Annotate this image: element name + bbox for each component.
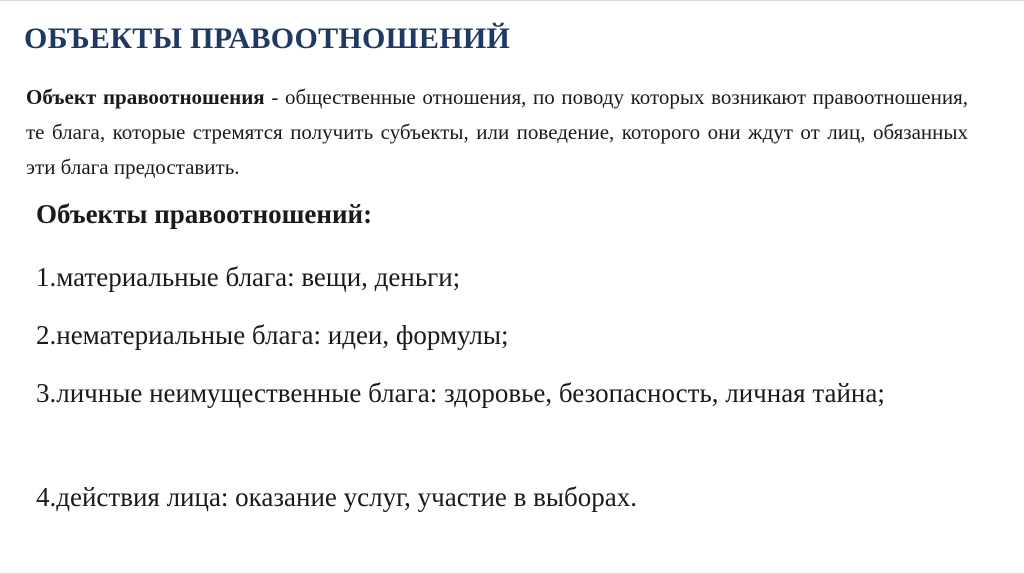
definition-term: Объект правоотношения: [26, 85, 265, 109]
list-item-personal: 3.личные неимущественные блага: здоровье, безопасность, личная тайна;: [36, 378, 885, 408]
slide-title: ОБЪЕКТЫ ПРАВООТНОШЕНИЙ: [24, 22, 511, 55]
definition-paragraph: [26, 80, 968, 185]
list-item-actions: 4.действия лица: оказание услуг, участие в выборах.: [36, 482, 638, 512]
top-border: [0, 0, 1024, 1]
list-item-nonmaterial: 2.нематериальные блага: идеи, формулы;: [36, 320, 509, 350]
list-item-material: 1.материальные блага: вещи, деньги;: [36, 262, 461, 292]
definition-text: - общественные отношения, по поводу которых возникают правоотношения, те блага, которые стремятся получить субъекты, или поведение, которого они ждут от лиц, обязанных эти блага предоставить.: [26, 85, 969, 179]
objects-list-heading: Объекты правоотношений:: [36, 199, 373, 229]
